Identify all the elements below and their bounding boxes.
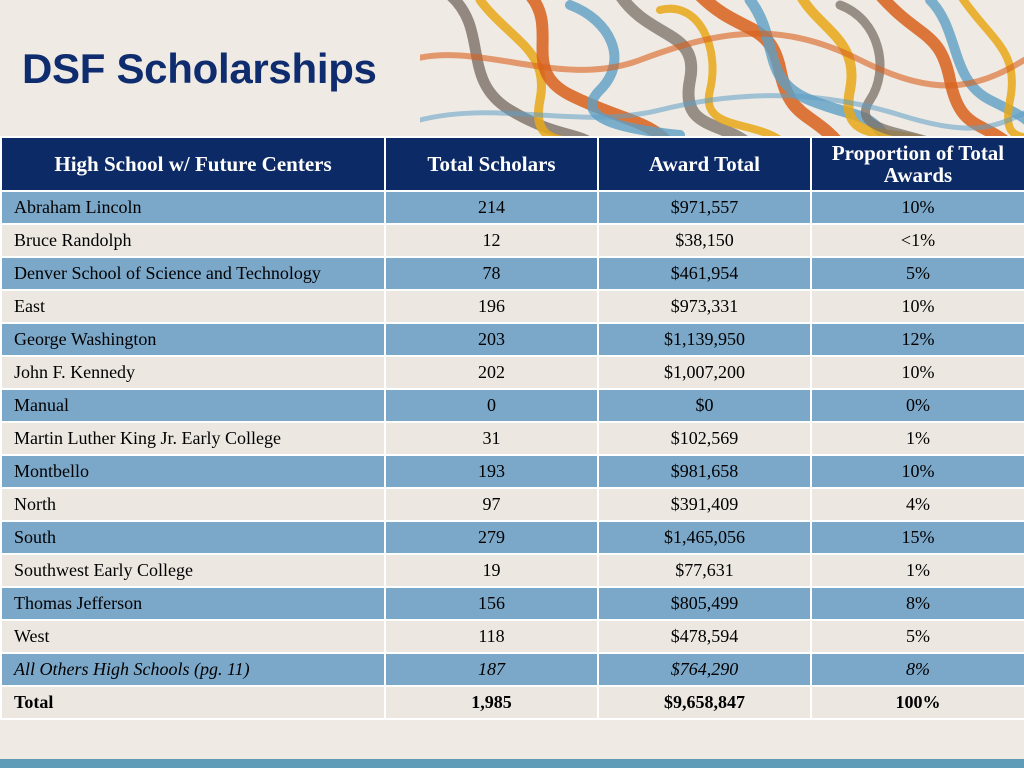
school-cell: North xyxy=(1,488,385,521)
table-row xyxy=(1,224,1024,257)
school-cell: Montbello xyxy=(1,455,385,488)
scholars-cell: 156 xyxy=(385,587,598,620)
school-cell: All Others High Schools (pg. 11) xyxy=(1,653,385,686)
scholars-cell: 0 xyxy=(385,389,598,422)
proportion-cell: 15% xyxy=(811,521,1024,554)
proportion-cell: 10% xyxy=(811,191,1024,224)
school-cell: Denver School of Science and Technology xyxy=(1,257,385,290)
scholars-cell: 118 xyxy=(385,620,598,653)
table-header-row xyxy=(1,137,1024,191)
scholars-cell: 19 xyxy=(385,554,598,587)
proportion-cell: <1% xyxy=(811,224,1024,257)
proportion-cell: 10% xyxy=(811,455,1024,488)
total-award-cell: $9,658,847 xyxy=(598,686,811,719)
proportion-cell: 1% xyxy=(811,554,1024,587)
award-cell: $981,658 xyxy=(598,455,811,488)
table-row xyxy=(1,323,1024,356)
school-cell: Bruce Randolph xyxy=(1,224,385,257)
award-cell: $77,631 xyxy=(598,554,811,587)
award-cell: $38,150 xyxy=(598,224,811,257)
decorative-ribbons-graphic xyxy=(420,0,1024,138)
table-row-total xyxy=(1,686,1024,719)
proportion-cell: 5% xyxy=(811,620,1024,653)
school-cell: John F. Kennedy xyxy=(1,356,385,389)
award-cell: $971,557 xyxy=(598,191,811,224)
school-cell: Abraham Lincoln xyxy=(1,191,385,224)
scholarships-table xyxy=(0,136,1024,720)
proportion-cell: 8% xyxy=(811,653,1024,686)
school-cell: South xyxy=(1,521,385,554)
scholars-cell: 279 xyxy=(385,521,598,554)
table-row xyxy=(1,620,1024,653)
scholars-cell: 214 xyxy=(385,191,598,224)
table-row xyxy=(1,554,1024,587)
table-row xyxy=(1,356,1024,389)
proportion-cell: 10% xyxy=(811,356,1024,389)
table-row xyxy=(1,290,1024,323)
page-title: DSF Scholarships xyxy=(22,45,377,92)
scholars-cell: 193 xyxy=(385,455,598,488)
scholars-cell: 202 xyxy=(385,356,598,389)
table-row xyxy=(1,521,1024,554)
school-cell: Manual xyxy=(1,389,385,422)
table-row xyxy=(1,389,1024,422)
proportion-cell: 4% xyxy=(811,488,1024,521)
proportion-cell: 8% xyxy=(811,587,1024,620)
award-cell: $461,954 xyxy=(598,257,811,290)
proportion-cell: 1% xyxy=(811,422,1024,455)
award-cell: $1,007,200 xyxy=(598,356,811,389)
school-cell: Southwest Early College xyxy=(1,554,385,587)
header-award-total: Award Total xyxy=(598,137,811,191)
award-cell: $1,465,056 xyxy=(598,521,811,554)
total-proportion-cell: 100% xyxy=(811,686,1024,719)
scholars-cell: 203 xyxy=(385,323,598,356)
award-cell: $764,290 xyxy=(598,653,811,686)
school-cell: Martin Luther King Jr. Early College xyxy=(1,422,385,455)
scholars-cell: 12 xyxy=(385,224,598,257)
award-cell: $1,139,950 xyxy=(598,323,811,356)
table-row xyxy=(1,257,1024,290)
table-row xyxy=(1,191,1024,224)
table-row xyxy=(1,422,1024,455)
school-cell: George Washington xyxy=(1,323,385,356)
table-row xyxy=(1,587,1024,620)
school-cell: Thomas Jefferson xyxy=(1,587,385,620)
proportion-cell: 12% xyxy=(811,323,1024,356)
proportion-cell: 5% xyxy=(811,257,1024,290)
proportion-cell: 0% xyxy=(811,389,1024,422)
footer-bar xyxy=(0,759,1024,768)
school-cell: West xyxy=(1,620,385,653)
scholars-cell: 196 xyxy=(385,290,598,323)
award-cell: $102,569 xyxy=(598,422,811,455)
scholars-cell: 31 xyxy=(385,422,598,455)
award-cell: $973,331 xyxy=(598,290,811,323)
award-cell: $391,409 xyxy=(598,488,811,521)
header-proportion: Proportion of Total Awards xyxy=(811,137,1024,191)
total-label-cell: Total xyxy=(1,686,385,719)
award-cell: $478,594 xyxy=(598,620,811,653)
award-cell: $0 xyxy=(598,389,811,422)
header-high-school: High School w/ Future Centers xyxy=(1,137,385,191)
proportion-cell: 10% xyxy=(811,290,1024,323)
award-cell: $805,499 xyxy=(598,587,811,620)
school-cell: East xyxy=(1,290,385,323)
table-row-all-others xyxy=(1,653,1024,686)
header-total-scholars: Total Scholars xyxy=(385,137,598,191)
table-row xyxy=(1,455,1024,488)
scholars-cell: 97 xyxy=(385,488,598,521)
scholars-cell: 187 xyxy=(385,653,598,686)
table-row xyxy=(1,488,1024,521)
total-scholars-cell: 1,985 xyxy=(385,686,598,719)
scholars-cell: 78 xyxy=(385,257,598,290)
